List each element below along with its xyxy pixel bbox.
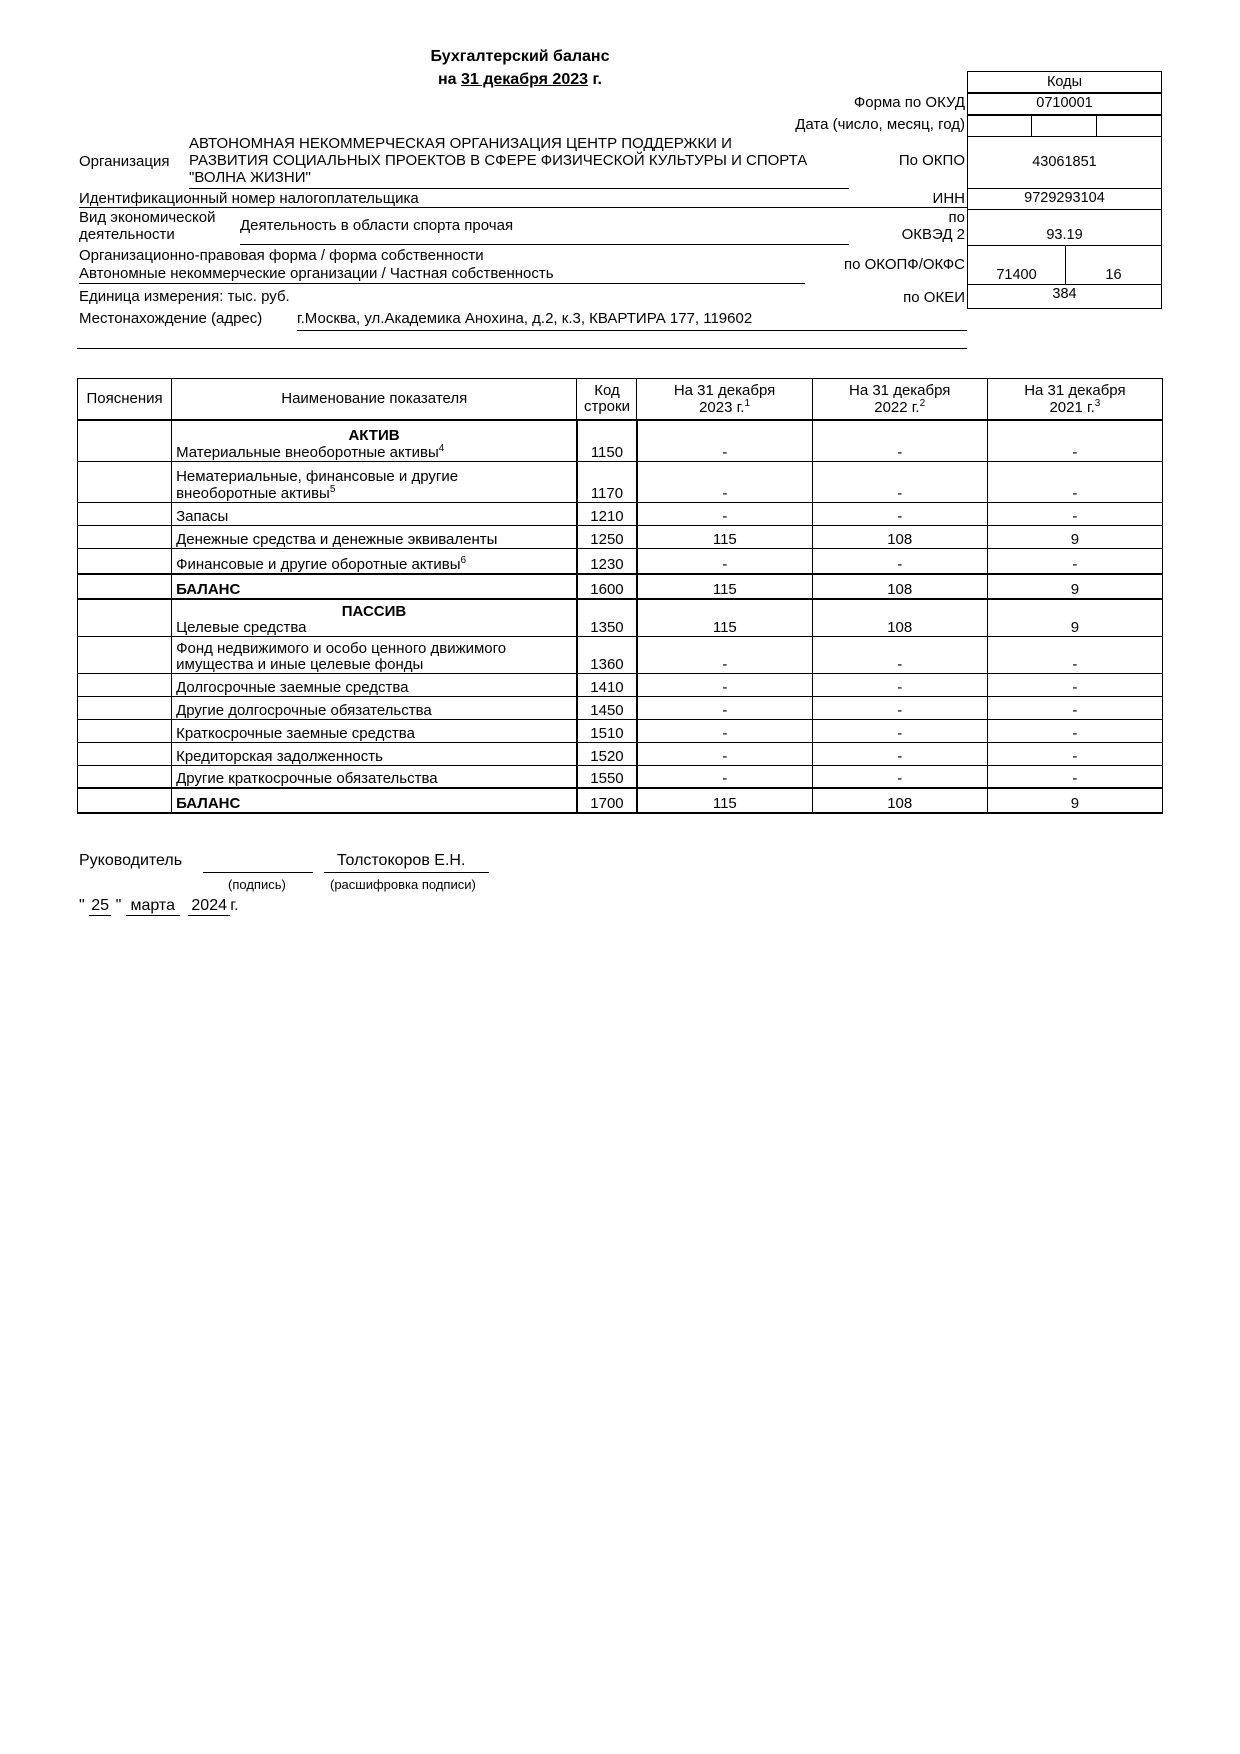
- report-date-suffix: г.: [592, 71, 602, 88]
- row-code: 1230: [577, 548, 637, 574]
- row-value-2022: -: [812, 548, 987, 574]
- table-row: [78, 525, 1163, 548]
- row-notes: [78, 525, 172, 548]
- org-name-line-3: "ВОЛНА ЖИЗНИ": [189, 169, 311, 186]
- table-row: [78, 574, 1163, 599]
- signature-caption: (подпись): [228, 877, 286, 892]
- table-row: [78, 548, 1163, 574]
- row-name-cell: [172, 420, 577, 461]
- legal-form-label: Организационно-правовая форма / форма собственности: [79, 247, 484, 264]
- row-name: Краткосрочные заемные средства: [176, 724, 415, 742]
- table-row: [78, 719, 1163, 742]
- row-value-2023: -: [637, 461, 812, 502]
- row-name-cell: [172, 765, 577, 788]
- row-value-2023: -: [637, 765, 812, 788]
- sign-year-suffix: г.: [230, 897, 239, 914]
- quote-close: ": [115, 897, 122, 914]
- section-title: ПАССИВ: [341, 603, 407, 620]
- activity-label-2: деятельности: [79, 226, 175, 243]
- table-row: [78, 742, 1163, 765]
- row-value-2022: -: [812, 502, 987, 525]
- row-value-2023: -: [637, 719, 812, 742]
- row-value-2023: -: [637, 636, 812, 673]
- row-code: 1520: [577, 742, 637, 765]
- table-row: [78, 788, 1163, 813]
- okved-label-2: ОКВЭД 2: [901, 226, 965, 243]
- row-notes: [78, 696, 172, 719]
- row-name-cell: [172, 673, 577, 696]
- table-row: [78, 696, 1163, 719]
- row-value-2022: -: [812, 696, 987, 719]
- row-notes: [78, 765, 172, 788]
- row-notes: [78, 636, 172, 673]
- sign-month: марта: [126, 897, 180, 916]
- row-name: Фонд недвижимого и особо ценного движимого: [176, 640, 507, 657]
- org-name-line-2: РАЗВИТИЯ СОЦИАЛЬНЫХ ПРОЕКТОВ В СФЕРЕ ФИЗИЧЕСКОЙ КУЛЬТУРЫ И СПОРТА: [189, 152, 808, 169]
- org-name-line-1: АВТОНОМНАЯ НЕКОММЕРЧЕСКАЯ ОРГАНИЗАЦИЯ ЦЕНТР ПОДДЕРЖКИ И: [189, 135, 732, 152]
- row-code: 1550: [577, 765, 637, 788]
- header-col-2021: На 31 декабря 2021 г.$^3$: [987, 379, 1162, 421]
- row-value-2022: -: [812, 673, 987, 696]
- sign-day: 25: [89, 897, 111, 916]
- table-row: [78, 599, 1163, 636]
- row-name-cell: [172, 788, 577, 813]
- sign-year: 2024: [188, 897, 230, 916]
- address-underline: [297, 330, 967, 331]
- row-code: 1360: [577, 636, 637, 673]
- row-notes: [78, 461, 172, 502]
- okpo-value: 43061851: [967, 136, 1162, 189]
- row-name-cell: [172, 461, 577, 502]
- header-name: Наименование показателя: [172, 379, 577, 421]
- row-value-2023: -: [637, 742, 812, 765]
- row-value-2022: 108: [812, 788, 987, 813]
- org-name-underline: [189, 188, 849, 189]
- okved-value: 93.19: [967, 209, 1162, 246]
- date-year-cell: [1096, 115, 1162, 137]
- row-name: Финансовые и другие оборотные активы: [176, 556, 461, 574]
- row-name: Другие краткосрочные обязательства: [176, 770, 438, 788]
- inn-value: 9729293104: [967, 188, 1162, 210]
- legal-form-underline: [79, 283, 805, 284]
- section-title: АКТИВ: [348, 427, 400, 444]
- address-second-line: [77, 348, 967, 349]
- row-name: Кредиторская задолженность: [176, 747, 383, 765]
- table-row: [78, 636, 1163, 673]
- report-date-prefix: на: [437, 71, 457, 88]
- row-value-2021: -: [987, 548, 1162, 574]
- row-value-2022: 108: [812, 574, 987, 599]
- row-notes: [78, 502, 172, 525]
- row-name: Целевые средства: [176, 618, 307, 636]
- activity-value: Деятельность в области спорта прочая: [240, 217, 514, 234]
- row-value-2021: -: [987, 673, 1162, 696]
- row-value-2021: -: [987, 461, 1162, 502]
- row-name: БАЛАНС: [176, 581, 241, 599]
- row-value-2021: -: [987, 420, 1162, 461]
- row-value-2023: -: [637, 696, 812, 719]
- signature-line: [203, 872, 313, 873]
- row-code: 1210: [577, 502, 637, 525]
- unit-label: Единица измерения: тыс. руб.: [79, 288, 290, 305]
- quote-open: ": [79, 897, 85, 914]
- row-code: 1170: [577, 461, 637, 502]
- balance-table: [77, 378, 1163, 814]
- row-notes: [78, 742, 172, 765]
- row-value-2022: 108: [812, 525, 987, 548]
- row-value-2021: -: [987, 502, 1162, 525]
- row-value-2021: -: [987, 696, 1162, 719]
- inn-label: Идентификационный номер налогоплательщика: [79, 190, 419, 207]
- codes-header: Коды: [967, 71, 1162, 93]
- row-name-cell: [172, 548, 577, 574]
- row-value-2021: -: [987, 719, 1162, 742]
- table-row: [78, 673, 1163, 696]
- row-name: Запасы: [176, 507, 229, 525]
- okopf-label: по ОКОПФ/ОКФС: [843, 256, 965, 273]
- legal-form-value: Автономные некоммерческие организации / Частная собственность: [79, 265, 554, 282]
- row-code: 1700: [577, 788, 637, 813]
- row-name-cell: [172, 599, 577, 636]
- row-value-2022: -: [812, 636, 987, 673]
- row-value-2022: -: [812, 742, 987, 765]
- date-month-cell: [1031, 115, 1097, 137]
- row-value-2023: 115: [637, 525, 812, 548]
- table-row: [78, 765, 1163, 788]
- row-name: Материальные внеоборотные активы: [176, 443, 439, 461]
- report-date: [400, 71, 640, 89]
- row-code: 1600: [577, 574, 637, 599]
- row-name-cell: [172, 719, 577, 742]
- row-value-2023: 115: [637, 788, 812, 813]
- header-col-2023: На 31 декабря 2023 г.$^1$: [637, 379, 812, 421]
- row-name-cell: [172, 574, 577, 599]
- date-day-cell: [967, 115, 1032, 137]
- row-code: 1450: [577, 696, 637, 719]
- table-row: [78, 461, 1163, 502]
- row-name: Денежные средства и денежные эквиваленты: [176, 530, 498, 548]
- okei-value: 384: [967, 284, 1162, 309]
- row-value-2022: -: [812, 420, 987, 461]
- address-label: Местонахождение (адрес): [79, 310, 263, 327]
- okfs-value: 16: [1065, 245, 1162, 285]
- row-code: 1410: [577, 673, 637, 696]
- row-name-cell: [172, 742, 577, 765]
- head-name: Толстокоров Е.Н.: [337, 852, 466, 869]
- date-label: Дата (число, месяц, год): [795, 116, 965, 133]
- activity-label-1: Вид экономической: [79, 209, 216, 226]
- header-code: Код строки: [577, 379, 637, 421]
- row-notes: [78, 548, 172, 574]
- table-header-row: [78, 379, 1163, 421]
- table-row: [78, 420, 1163, 461]
- row-value-2022: -: [812, 461, 987, 502]
- okud-value: 0710001: [967, 93, 1162, 115]
- row-value-2023: 115: [637, 574, 812, 599]
- okei-label: по ОКЕИ: [903, 289, 965, 306]
- inn-underline: [79, 207, 967, 208]
- row-code: 1350: [577, 599, 637, 636]
- header-col-2022: На 31 декабря 2022 г.$^2$: [812, 379, 987, 421]
- head-label: Руководитель: [79, 852, 183, 869]
- row-name: БАЛАНС: [176, 795, 241, 813]
- row-value-2021: 9: [987, 574, 1162, 599]
- row-value-2021: -: [987, 765, 1162, 788]
- okopf-value: 71400: [967, 245, 1066, 285]
- row-notes: [78, 574, 172, 599]
- okved-label-1: по: [948, 209, 965, 226]
- row-value-2023: -: [637, 420, 812, 461]
- row-value-2022: -: [812, 765, 987, 788]
- row-notes: [78, 420, 172, 461]
- address-value: г.Москва, ул.Академика Анохина, д.2, к.3, КВАРТИРА 177, 119602: [297, 310, 753, 327]
- header-notes: Пояснения: [78, 379, 172, 421]
- row-value-2021: -: [987, 636, 1162, 673]
- page-title: Бухгалтерский баланс: [430, 48, 610, 65]
- row-code: 1250: [577, 525, 637, 548]
- row-code: 1150: [577, 420, 637, 461]
- row-notes: [78, 673, 172, 696]
- row-value-2021: 9: [987, 525, 1162, 548]
- row-name-cell: [172, 636, 577, 673]
- row-footnote: 6: [460, 555, 467, 567]
- report-date-value: 31 декабря 2023: [461, 71, 589, 88]
- activity-underline: [240, 244, 849, 245]
- row-notes: [78, 719, 172, 742]
- row-notes: [78, 788, 172, 813]
- row-name: Другие долгосрочные обязательства: [176, 701, 432, 719]
- table-row: [78, 502, 1163, 525]
- row-name-cont: имущества и иные целевые фонды: [176, 655, 424, 673]
- row-value-2023: -: [637, 502, 812, 525]
- sign-date: [79, 897, 239, 916]
- row-name-cell: [172, 696, 577, 719]
- row-notes: [78, 599, 172, 636]
- okpo-label: По ОКПО: [898, 152, 965, 169]
- row-value-2021: 9: [987, 788, 1162, 813]
- okud-label: Форма по ОКУД: [853, 94, 965, 111]
- row-footnote: 5: [329, 483, 336, 495]
- row-value-2023: -: [637, 548, 812, 574]
- row-value-2021: 9: [987, 599, 1162, 636]
- head-name-caption: (расшифровка подписи): [330, 877, 476, 892]
- row-value-2022: 108: [812, 599, 987, 636]
- row-footnote: 4: [438, 442, 445, 454]
- row-value-2022: -: [812, 719, 987, 742]
- row-name-cell: [172, 525, 577, 548]
- row-value-2021: -: [987, 742, 1162, 765]
- row-name-cell: [172, 502, 577, 525]
- row-name: Нематериальные, финансовые и другие: [176, 468, 459, 485]
- org-label: Организация: [79, 153, 170, 170]
- inn-code-label: ИНН: [932, 190, 965, 207]
- row-name-cont: внеоборотные активы: [176, 484, 330, 502]
- row-name: Долгосрочные заемные средства: [176, 678, 409, 696]
- row-value-2023: 115: [637, 599, 812, 636]
- head-name-underline: [324, 872, 489, 873]
- row-code: 1510: [577, 719, 637, 742]
- row-value-2023: -: [637, 673, 812, 696]
